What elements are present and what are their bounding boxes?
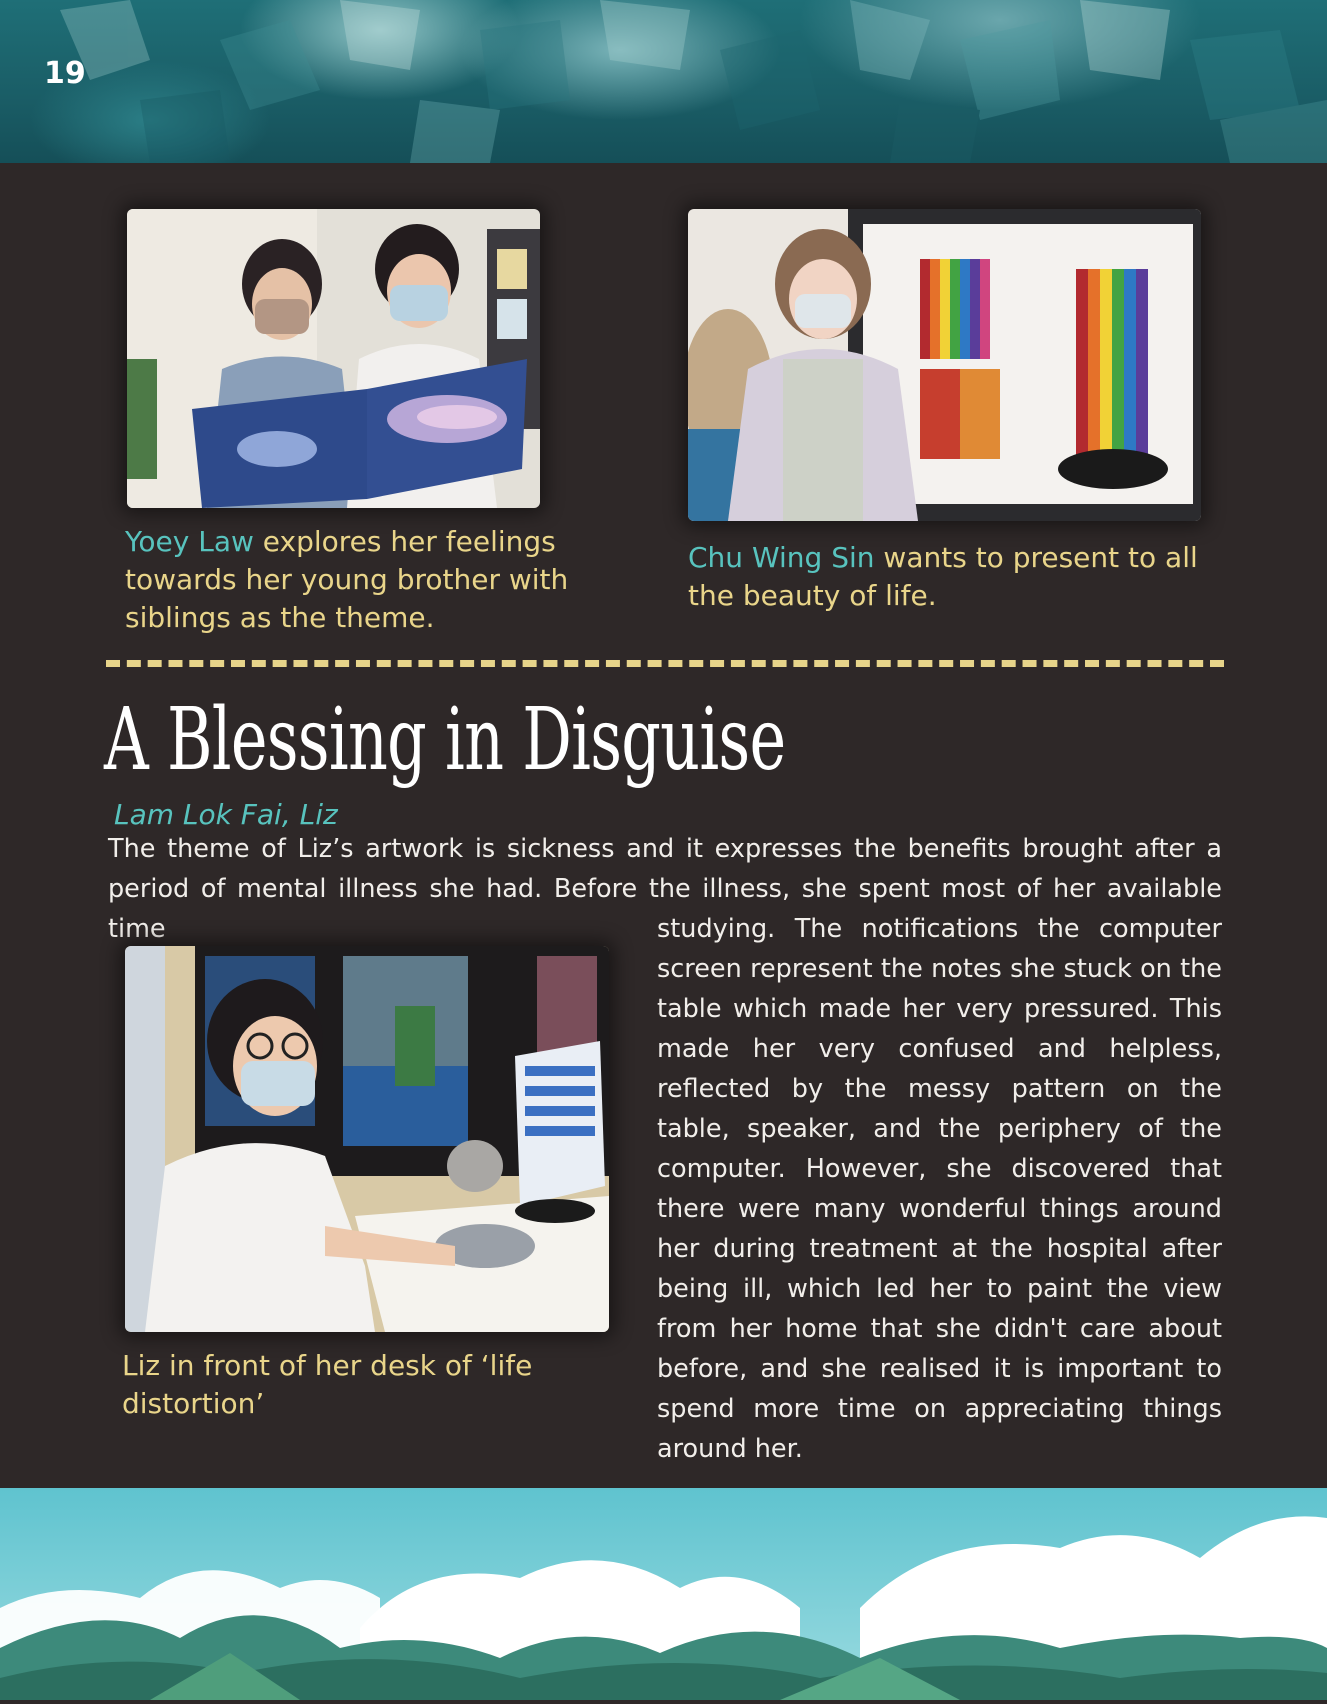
photo-yoey-law <box>127 209 540 508</box>
article-paragraph-column: studying. The notifications the computer screen represent the notes she stuck on the table which made her very pressured. This made her very confused and helpless, reflected by the messy pattern on the table, speaker, and the periphery of the computer. However, she discovered that there were many wonderful things around her during treatment at the hospital after being ill, which led her to paint the view from her home that she didn't care about before, and she realised it is important to spend more time on appreciating things around her. <box>657 914 1222 1464</box>
photo-chu-wing-sin <box>688 209 1201 521</box>
article-paragraph-intro: The theme of Liz’s artwork is sickness and it expresses the benefits brought after a period of mental illness she had. Before the illness, she spent most of her available time <box>108 834 1222 944</box>
mosaic-pattern <box>0 0 1327 163</box>
caption-liz: Liz in front of her desk of ‘life distortion’ <box>122 1349 533 1420</box>
landscape-illustration <box>0 1488 1327 1700</box>
caption-chu-wing-sin <box>688 539 1228 615</box>
landscape-banner <box>0 1488 1327 1700</box>
photo-yoey-law-image <box>127 209 540 508</box>
page-number: 19 <box>44 56 86 91</box>
caption-chu-text: wants to present to all the beauty of life. <box>688 541 1198 612</box>
article-title: A Blessing in Disguise <box>104 690 786 790</box>
photo-liz <box>125 946 609 1332</box>
article-author: Lam Lok Fai, Liz <box>114 798 338 831</box>
dashed-divider <box>106 660 1224 667</box>
caption-yoey-law <box>125 523 585 637</box>
photo-chu-wing-sin-image <box>688 209 1201 521</box>
caption-yoey-text: explores her feelings towards her young brother with siblings as the theme. <box>125 525 569 634</box>
caption-chu-name: Chu Wing Sin <box>688 541 875 574</box>
caption-yoey-name: Yoey Law <box>125 525 254 558</box>
photo-liz-image <box>125 946 609 1332</box>
header-banner <box>0 0 1327 163</box>
